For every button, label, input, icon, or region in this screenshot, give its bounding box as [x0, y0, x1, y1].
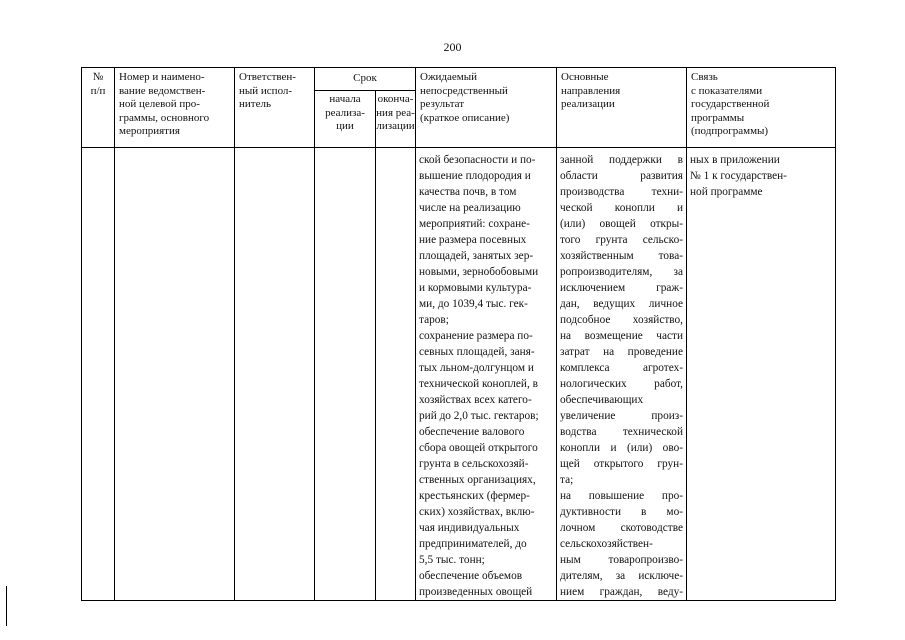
page-number: 200 [443, 40, 462, 54]
text-line: хозяйственным това- [560, 250, 683, 262]
header-line: с показателями [691, 84, 763, 97]
text-line: области развития [560, 170, 683, 182]
text-line: технической коноплей, в [419, 378, 538, 390]
text-line: качества почв, в том [419, 186, 517, 198]
text-line: щей открытого грун- [560, 458, 683, 470]
header-start [315, 91, 376, 148]
header-line: (краткое описание) [420, 111, 510, 124]
cell-end [376, 148, 416, 601]
cell-result [416, 148, 557, 601]
header-line: направления [561, 84, 621, 97]
text-line: водства технической [560, 426, 683, 438]
header-line: мероприятия [119, 125, 180, 137]
text-line: ропроизводителям, за [560, 266, 683, 278]
text-line: ми, до 1039,4 тыс. гек- [419, 298, 528, 310]
text-line: подсобное хозяйство, [560, 314, 683, 326]
header-line: ной целевой про- [119, 98, 200, 110]
cell-num [82, 148, 115, 601]
text-line: хозяйствах всех катего- [419, 394, 532, 406]
text-line: ской безопасности и по- [419, 154, 536, 166]
text-line: сбора овощей открытого [419, 442, 538, 454]
header-end [376, 91, 416, 148]
program-table [81, 67, 836, 601]
header-line: ции [336, 120, 354, 132]
header-directions [557, 68, 687, 148]
text-line: крестьянских (фермер- [419, 490, 530, 502]
cell-responsible [235, 148, 315, 601]
text-line: сельскохозяйствен- [560, 538, 653, 550]
text-line: (или) овощей откры- [560, 218, 683, 230]
text-line: и кормовыми культура- [419, 282, 532, 294]
text-line: затрат на проведение [560, 346, 683, 358]
text-line: на повышение про- [560, 490, 683, 502]
text-line: ным товаропроизво- [560, 554, 683, 566]
header-line: Связь [691, 71, 718, 83]
text-line: ние размера посевных [419, 234, 527, 246]
text-line: та; [560, 474, 574, 486]
text-line: дителям, за исключе- [560, 570, 683, 582]
text-line: 5,5 тыс. тонн; [419, 554, 485, 566]
text-line: вышение плодородия и [419, 170, 531, 182]
text-line: севных площадей, заня- [419, 346, 535, 358]
text-line: занной поддержки в [560, 154, 683, 166]
text-line: ских) хозяйствах, вклю- [419, 506, 535, 518]
text-line: увеличение произ- [560, 410, 683, 422]
header-line: оконча- [377, 93, 414, 105]
text-line: ной программе [690, 186, 763, 198]
text-line: № 1 к государствен- [690, 170, 787, 182]
header-responsible [235, 68, 315, 148]
header-line: реализации [561, 98, 615, 110]
text-line: дуктивности в мо- [560, 506, 683, 518]
text-line: таров; [419, 314, 449, 326]
text-line: на возмещение части [560, 330, 683, 342]
header-line: Ожидаемый [420, 71, 478, 83]
text-line: рий до 2,0 тыс. гектаров; [419, 410, 539, 422]
text-line: ческой конопли и [560, 202, 683, 214]
header-line: граммы, основного [119, 111, 210, 124]
text-line: мероприятий: сохране- [419, 218, 530, 230]
text-line: произведенных овощей [419, 586, 533, 598]
header-line: лизации [376, 120, 415, 132]
header-line: Номер и наимено- [119, 71, 205, 83]
text-line: производства техни- [560, 186, 683, 198]
header-line: ния реа- [376, 106, 415, 119]
header-result [416, 68, 557, 148]
header-line: реализа- [325, 106, 365, 119]
text-line: лочном скотоводстве [560, 522, 683, 534]
header-line: Основные [561, 71, 609, 83]
header-line: ный испол- [239, 84, 293, 97]
text-line: обеспечивающих [560, 394, 644, 406]
text-line: исключением граж- [560, 282, 683, 294]
text-line: того грунта сельско- [560, 234, 683, 246]
header-line: государственной [691, 98, 770, 110]
text-line: новыми, зернобобовыми [419, 266, 539, 278]
header-name [115, 68, 235, 148]
text-line: числе на реализацию [419, 202, 521, 214]
header-line: Ответствен- [239, 71, 296, 83]
text-line: обеспечение валового [419, 426, 525, 438]
header-line: программы [691, 111, 745, 124]
text-line: нием граждан, веду- [560, 586, 683, 598]
text-line: обеспечение объемов [419, 570, 523, 582]
text-line: нологических работ, [560, 378, 683, 390]
cell-start [315, 148, 376, 601]
header-line: начала [329, 93, 361, 105]
text-line: ных в приложении [690, 154, 780, 166]
text-line: ственных организациях, [419, 474, 536, 486]
cell-name [115, 148, 235, 601]
header-num: № п/п [82, 68, 115, 148]
cell-link [687, 148, 836, 601]
header-line: нитель [239, 98, 271, 110]
text-line: конопли и (или) ово- [560, 442, 683, 454]
margin-line [6, 586, 7, 626]
header-term: Срок [315, 68, 416, 91]
text-line: грунта в сельскохозяй- [419, 458, 529, 470]
text-line: площадей, занятых зер- [419, 250, 534, 262]
header-line: непосредственный [420, 84, 508, 97]
text-line: дан, ведущих личное [560, 298, 683, 310]
header-line: вание ведомствен- [119, 84, 206, 97]
header-link [687, 68, 836, 148]
text-line: тых льном-долгунцом и [419, 362, 534, 374]
text-line: чая индивидуальных [419, 522, 520, 534]
cell-directions [557, 148, 687, 601]
text-line: предпринимателей, до [419, 538, 527, 550]
header-line: (подпрограммы) [691, 125, 769, 137]
text-line: сохранение размера по- [419, 330, 533, 342]
text-line: комплекса агротех- [560, 362, 683, 374]
header-line: результат [420, 98, 465, 110]
